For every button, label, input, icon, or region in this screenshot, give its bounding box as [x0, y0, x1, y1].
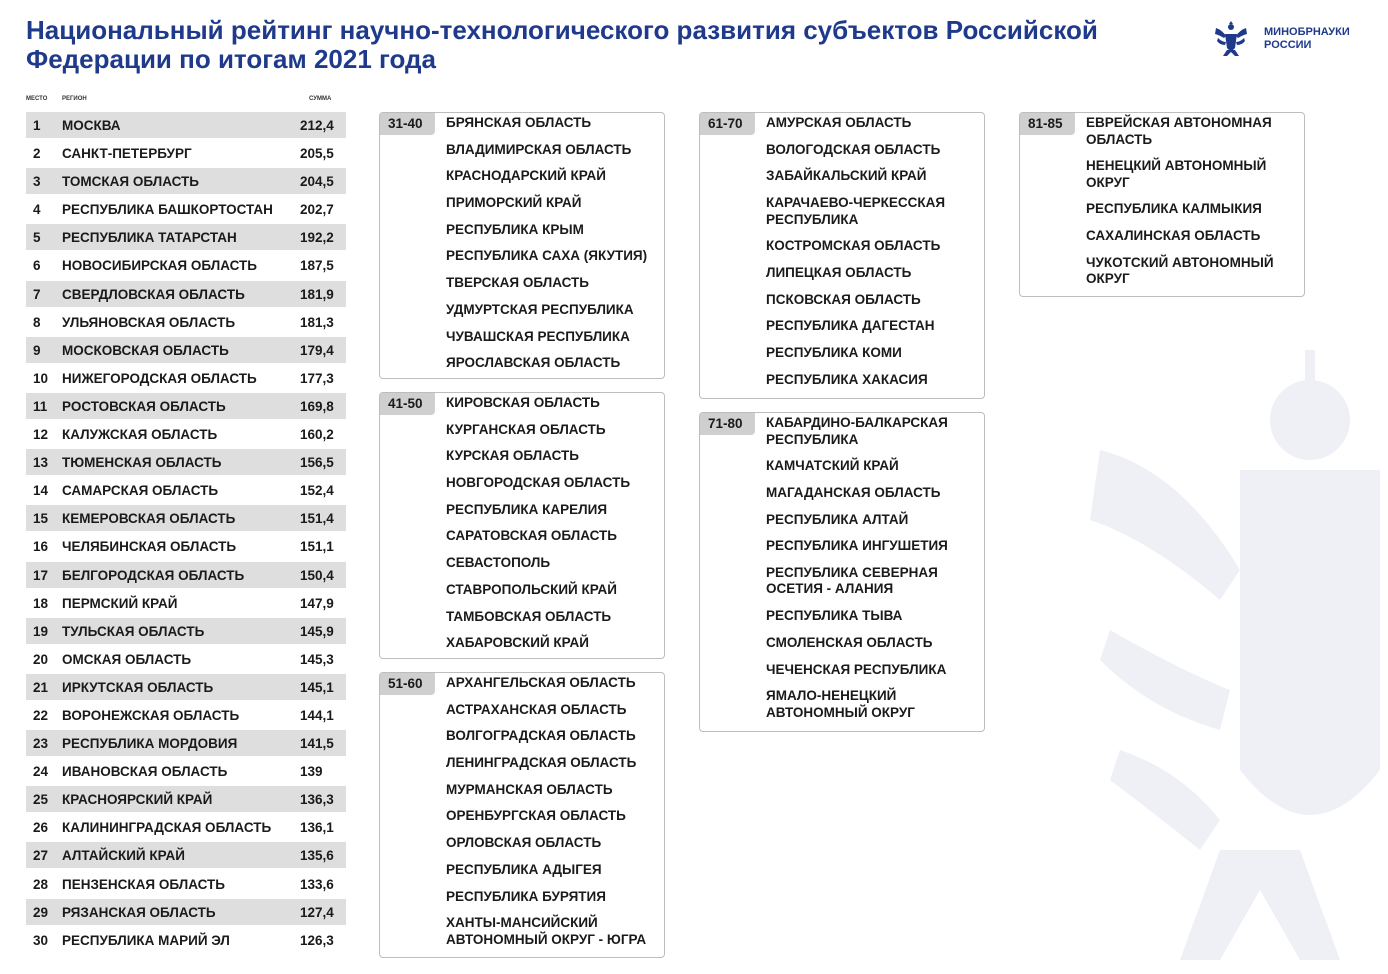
list-item: ЧУКОТСКИЙ АВТОНОМНЫЙ ОКРУГ: [1086, 254, 1274, 287]
rank-sum: 135,6: [300, 848, 334, 864]
rank-place: 10: [33, 370, 49, 386]
rank-region: ТОМСКАЯ ОБЛАСТЬ: [62, 174, 199, 190]
rank-place: 16: [33, 539, 49, 555]
rank-region: КЕМЕРОВСКАЯ ОБЛАСТЬ: [62, 511, 236, 527]
list-item: СМОЛЕНСКАЯ ОБЛАСТЬ: [766, 634, 933, 650]
table-row: [26, 224, 346, 250]
logo-line-2: РОССИИ: [1264, 39, 1312, 51]
list-item: ПРИМОРСКИЙ КРАЙ: [446, 195, 582, 211]
group-region-list: [446, 395, 654, 662]
table-row: [26, 533, 346, 559]
rank-place: 13: [33, 455, 49, 471]
rank-sum: 145,1: [300, 679, 334, 695]
ranking-table: [26, 112, 346, 955]
rank-place: 21: [33, 679, 49, 695]
group-range-badge: 71-80: [700, 413, 755, 435]
eagle-watermark-icon: [1080, 330, 1388, 970]
table-row: [26, 421, 346, 447]
list-item: ТВЕРСКАЯ ОБЛАСТЬ: [446, 275, 589, 291]
rank-region: ТУЛЬСКАЯ ОБЛАСТЬ: [62, 623, 205, 639]
table-row: [26, 365, 346, 391]
rank-sum: 136,1: [300, 820, 334, 836]
column-header-sum: СУММА: [309, 96, 332, 102]
rank-region: САНКТ-ПЕТЕРБУРГ: [62, 146, 192, 162]
group-range-badge: 41-50: [380, 393, 435, 415]
table-row: [26, 730, 346, 756]
column-header-region: РЕГИОН: [62, 96, 87, 102]
rank-place: 23: [33, 736, 49, 752]
list-item: КУРСКАЯ ОБЛАСТЬ: [446, 448, 579, 464]
rank-place: 20: [33, 651, 49, 667]
table-row: [26, 786, 346, 812]
rank-place: 25: [33, 792, 49, 808]
rank-sum: 177,3: [300, 370, 334, 386]
rank-place: 9: [33, 342, 41, 358]
list-item: НЕНЕЦКИЙ АВТОНОМНЫЙ ОКРУГ: [1086, 158, 1267, 190]
list-item: ХАНТЫ-МАНСИЙСКИЙ АВТОНОМНЫЙ ОКРУГ - ЮГРА: [446, 915, 647, 947]
list-item: ЧЕЧЕНСКАЯ РЕСПУБЛИКА: [766, 661, 947, 677]
list-item: ВОЛОГОДСКАЯ ОБЛАСТЬ: [766, 141, 941, 157]
rank-region: ЧЕЛЯБИНСКАЯ ОБЛАСТЬ: [62, 539, 237, 555]
list-item: РЕСПУБЛИКА ИНГУШЕТИЯ: [766, 538, 948, 554]
rank-place: 2: [33, 146, 41, 162]
rank-sum: 187,5: [300, 258, 334, 274]
rank-place: 5: [33, 230, 41, 246]
list-item: ЛЕНИНГРАДСКАЯ ОБЛАСТЬ: [446, 755, 637, 771]
table-row: [26, 281, 346, 307]
table-row: [26, 842, 346, 868]
rank-place: 4: [33, 202, 41, 218]
table-row: [26, 393, 346, 419]
rank-place: 8: [33, 314, 41, 330]
list-item: РЕСПУБЛИКА СЕВЕРНАЯ ОСЕТИЯ - АЛАНИЯ: [766, 564, 938, 597]
rank-region: УЛЬЯНОВСКАЯ ОБЛАСТЬ: [62, 314, 236, 330]
rank-sum: 160,2: [300, 427, 334, 443]
table-row: [26, 590, 346, 616]
list-item: САРАТОВСКАЯ ОБЛАСТЬ: [446, 528, 618, 544]
rank-region: МОСКВА: [62, 118, 121, 133]
list-item: РЕСПУБЛИКА ДАГЕСТАН: [766, 318, 935, 334]
list-item: КАРАЧАЕВО-ЧЕРКЕССКАЯ РЕСПУБЛИКА: [766, 195, 946, 227]
rank-sum: 179,4: [300, 342, 334, 358]
list-item: АРХАНГЕЛЬСКАЯ ОБЛАСТЬ: [446, 675, 636, 690]
list-item: ХАБАРОВСКИЙ КРАЙ: [446, 635, 589, 651]
list-item: РЕСПУБЛИКА ТЫВА: [766, 608, 903, 624]
rank-place: 28: [33, 876, 49, 892]
rank-region: НИЖЕГОРОДСКАЯ ОБЛАСТЬ: [62, 370, 257, 386]
rank-place: 14: [33, 483, 49, 499]
group-41-50: [379, 392, 665, 659]
rank-region: РОСТОВСКАЯ ОБЛАСТЬ: [62, 398, 226, 414]
rank-sum: 169,8: [300, 398, 334, 414]
ministry-logo: [1210, 18, 1380, 62]
logo-text: [1264, 26, 1374, 52]
list-item: КУРГАНСКАЯ ОБЛАСТЬ: [446, 421, 606, 437]
rank-region: МОСКОВСКАЯ ОБЛАСТЬ: [62, 342, 229, 358]
list-item: ЗАБАЙКАЛЬСКИЙ КРАЙ: [766, 168, 927, 184]
list-item: ВЛАДИМИРСКАЯ ОБЛАСТЬ: [446, 141, 632, 157]
rank-place: 18: [33, 595, 49, 611]
list-item: КАБАРДИНО-БАЛКАРСКАЯ РЕСПУБЛИКА: [766, 415, 948, 447]
table-row: [26, 758, 346, 784]
rank-region: КАЛУЖСКАЯ ОБЛАСТЬ: [62, 427, 218, 443]
list-item: РЕСПУБЛИКА БУРЯТИЯ: [446, 888, 606, 904]
rank-sum: 192,2: [300, 230, 334, 246]
group-region-list: [766, 115, 974, 398]
list-item: БРЯНСКАЯ ОБЛАСТЬ: [446, 115, 592, 130]
rank-place: 17: [33, 567, 49, 583]
rank-sum: 181,3: [300, 314, 334, 330]
table-row: [26, 505, 346, 531]
list-item: СЕВАСТОПОЛЬ: [446, 555, 551, 571]
table-row: [26, 618, 346, 644]
list-item: ОРЕНБУРГСКАЯ ОБЛАСТЬ: [446, 808, 626, 824]
list-item: ТАМБОВСКАЯ ОБЛАСТЬ: [446, 608, 612, 624]
rank-place: 12: [33, 427, 49, 443]
group-region-list: [766, 415, 974, 731]
rank-region: САМАРСКАЯ ОБЛАСТЬ: [62, 483, 219, 499]
rank-region: ПЕРМСКИЙ КРАЙ: [62, 595, 178, 611]
rank-sum: 152,4: [300, 483, 334, 499]
group-region-list: [446, 675, 654, 958]
list-item: РЕСПУБЛИКА КАРЕЛИЯ: [446, 501, 608, 517]
list-item: ЧУВАШСКАЯ РЕСПУБЛИКА: [446, 328, 630, 344]
list-item: ЛИПЕЦКАЯ ОБЛАСТЬ: [766, 264, 912, 280]
rank-sum: 147,9: [300, 595, 334, 611]
list-item: РЕСПУБЛИКА АДЫГЕЯ: [446, 861, 602, 877]
table-row: [26, 871, 346, 897]
table-row: [26, 562, 346, 588]
rank-sum: 145,3: [300, 651, 334, 667]
rank-sum: 141,5: [300, 736, 334, 752]
rank-region: РЕСПУБЛИКА МОРДОВИЯ: [62, 736, 238, 752]
table-row: [26, 196, 346, 222]
rank-place: 27: [33, 848, 49, 864]
list-item: СТАВРОПОЛЬСКИЙ КРАЙ: [446, 581, 617, 597]
table-row: [26, 168, 346, 194]
rank-region: КРАСНОЯРСКИЙ КРАЙ: [62, 792, 213, 808]
list-item: УДМУРТСКАЯ РЕСПУБЛИКА: [446, 301, 634, 317]
group-range-badge: 81-85: [1020, 113, 1075, 135]
rank-sum: 133,6: [300, 876, 334, 892]
table-row: [26, 927, 346, 953]
list-item: САХАЛИНСКАЯ ОБЛАСТЬ: [1086, 228, 1261, 244]
rank-sum: 212,4: [300, 118, 334, 133]
rank-region: РЕСПУБЛИКА БАШКОРТОСТАН: [62, 202, 273, 218]
table-row: [26, 449, 346, 475]
table-row: [26, 140, 346, 166]
rank-region: РЯЗАНСКАЯ ОБЛАСТЬ: [62, 904, 216, 920]
group-range-badge: 31-40: [380, 113, 435, 135]
rank-place: 24: [33, 764, 49, 780]
list-item: МАГАДАНСКАЯ ОБЛАСТЬ: [766, 484, 941, 500]
list-item: КРАСНОДАРСКИЙ КРАЙ: [446, 168, 606, 184]
rank-sum: 136,3: [300, 792, 334, 808]
table-row: [26, 899, 346, 925]
rank-place: 22: [33, 707, 49, 723]
list-item: РЕСПУБЛИКА САХА (ЯКУТИЯ): [446, 248, 648, 264]
group-81-85: [1019, 112, 1305, 297]
rank-sum: 126,3: [300, 932, 334, 948]
list-item: КАМЧАТСКИЙ КРАЙ: [766, 458, 899, 474]
list-item: РЕСПУБЛИКА КРЫМ: [446, 221, 584, 237]
list-item: КИРОВСКАЯ ОБЛАСТЬ: [446, 395, 600, 410]
rank-region: БЕЛГОРОДСКАЯ ОБЛАСТЬ: [62, 567, 245, 583]
rank-place: 26: [33, 820, 49, 836]
rank-sum: 156,5: [300, 455, 334, 471]
rank-sum: 145,9: [300, 623, 334, 639]
table-row: [26, 309, 346, 335]
rank-sum: 205,5: [300, 146, 334, 162]
list-item: ЕВРЕЙСКАЯ АВТОНОМНАЯ ОБЛАСТЬ: [1086, 115, 1272, 147]
rank-region: ИРКУТСКАЯ ОБЛАСТЬ: [62, 679, 214, 695]
rank-region: СВЕРДЛОВСКАЯ ОБЛАСТЬ: [62, 286, 245, 302]
group-71-80: [699, 412, 985, 732]
column-header-place: МЕСТО: [26, 96, 48, 102]
list-item: ОРЛОВСКАЯ ОБЛАСТЬ: [446, 835, 602, 851]
rank-sum: 151,4: [300, 511, 334, 527]
group-31-40: [379, 112, 665, 379]
list-item: ЯМАЛО-НЕНЕЦКИЙ АВТОНОМНЫЙ ОКРУГ: [766, 688, 915, 720]
logo-line-1: МИНОБРНАУКИ: [1264, 26, 1350, 38]
rank-place: 30: [33, 932, 49, 948]
table-row: [26, 702, 346, 728]
table-row: [26, 646, 346, 672]
rank-sum: 151,1: [300, 539, 334, 555]
list-item: ПСКОВСКАЯ ОБЛАСТЬ: [766, 291, 921, 307]
rank-region: НОВОСИБИРСКАЯ ОБЛАСТЬ: [62, 258, 257, 274]
rank-place: 19: [33, 623, 49, 639]
page-title: Национальный рейтинг научно-технологического развития субъектов Российской Федерации по итогам 2021 года: [26, 15, 1098, 74]
rank-place: 11: [33, 398, 48, 414]
rank-place: 15: [33, 511, 49, 527]
rank-sum: 139: [300, 764, 323, 780]
group-61-70: [699, 112, 985, 399]
rank-sum: 150,4: [300, 567, 334, 583]
rank-region: ВОРОНЕЖСКАЯ ОБЛАСТЬ: [62, 707, 240, 723]
group-range-badge: 51-60: [380, 673, 435, 695]
table-row: [26, 674, 346, 700]
rank-region: РЕСПУБЛИКА МАРИЙ ЭЛ: [62, 932, 230, 948]
group-51-60: [379, 672, 665, 958]
rank-region: КАЛИНИНГРАДСКАЯ ОБЛАСТЬ: [62, 820, 272, 836]
rank-region: ПЕНЗЕНСКАЯ ОБЛАСТЬ: [62, 876, 225, 892]
rank-place: 7: [33, 286, 41, 302]
rank-sum: 181,9: [300, 286, 334, 302]
table-row: [26, 477, 346, 503]
list-item: РЕСПУБЛИКА КОМИ: [766, 345, 902, 360]
rank-region: АЛТАЙСКИЙ КРАЙ: [62, 848, 185, 864]
rank-place: 1: [33, 118, 41, 133]
group-region-list: [1086, 115, 1294, 298]
rank-sum: 204,5: [300, 174, 334, 190]
list-item: АМУРСКАЯ ОБЛАСТЬ: [766, 115, 912, 130]
list-item: КОСТРОМСКАЯ ОБЛАСТЬ: [766, 238, 941, 254]
table-row: [26, 112, 346, 138]
rank-region: ОМСКАЯ ОБЛАСТЬ: [62, 651, 192, 667]
list-item: АСТРАХАНСКАЯ ОБЛАСТЬ: [446, 701, 627, 717]
rank-region: РЕСПУБЛИКА ТАТАРСТАН: [62, 230, 237, 246]
rank-region: ТЮМЕНСКАЯ ОБЛАСТЬ: [62, 455, 222, 471]
rank-sum: 127,4: [300, 904, 334, 920]
list-item: МУРМАНСКАЯ ОБЛАСТЬ: [446, 781, 613, 797]
list-item: НОВГОРОДСКАЯ ОБЛАСТЬ: [446, 475, 631, 491]
rank-place: 29: [33, 904, 49, 920]
group-range-badge: 61-70: [700, 113, 755, 135]
group-region-list: [446, 115, 654, 382]
table-row: [26, 252, 346, 278]
list-item: РЕСПУБЛИКА КАЛМЫКИЯ: [1086, 201, 1262, 217]
double-headed-eagle-icon: [1210, 18, 1252, 60]
rank-region: ИВАНОВСКАЯ ОБЛАСТЬ: [62, 764, 228, 780]
list-item: РЕСПУБЛИКА АЛТАЙ: [766, 511, 909, 527]
table-row: [26, 337, 346, 363]
list-item: ЯРОСЛАВСКАЯ ОБЛАСТЬ: [446, 355, 621, 371]
rank-sum: 202,7: [300, 202, 334, 218]
rank-sum: 144,1: [300, 707, 334, 723]
rank-place: 3: [33, 174, 41, 190]
table-row: [26, 814, 346, 840]
rank-place: 6: [33, 258, 41, 274]
list-item: ВОЛГОГРАДСКАЯ ОБЛАСТЬ: [446, 728, 636, 744]
list-item: РЕСПУБЛИКА ХАКАСИЯ: [766, 371, 928, 387]
